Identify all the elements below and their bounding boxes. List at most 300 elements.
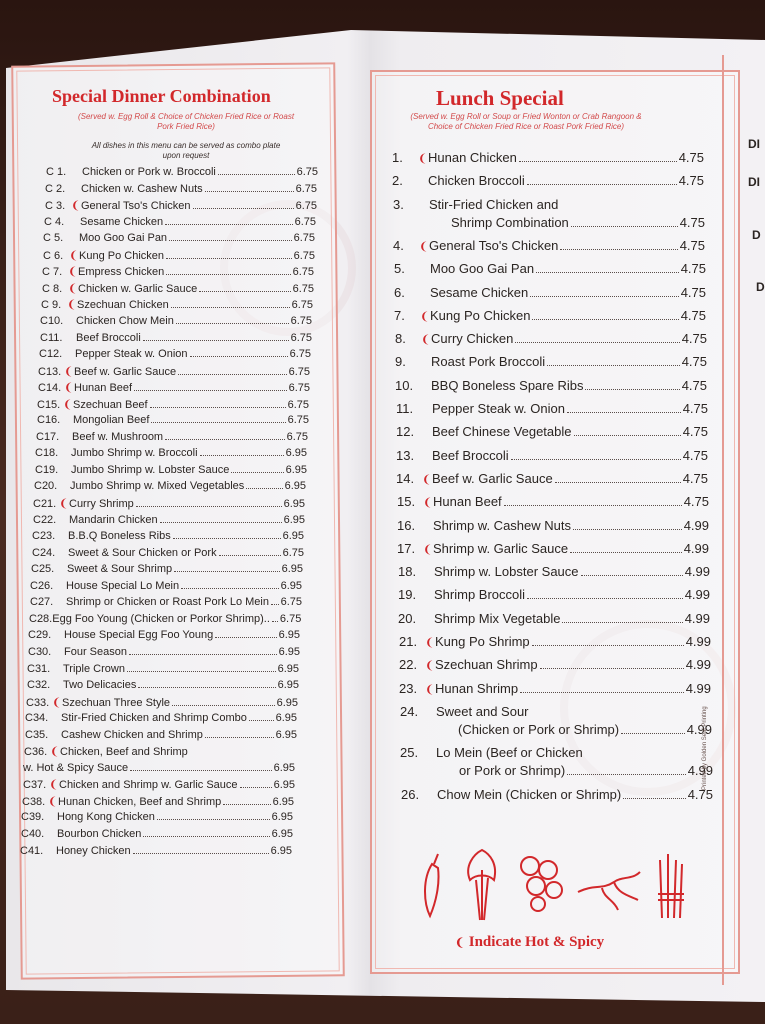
- leader-dots: [536, 272, 679, 273]
- menu-item-name: Szechuan Beef: [73, 398, 148, 411]
- menu-item: [396, 401, 708, 416]
- menu-item-name: Shrimp w. Garlic Sauce: [433, 540, 569, 556]
- menu-item-price: 6.75: [293, 232, 315, 245]
- menu-item-price: 6.75: [289, 348, 311, 361]
- menu-item-number: 24.: [400, 703, 419, 719]
- menu-item-price: 4.99: [687, 763, 713, 779]
- menu-item-name: Moo Goo Gai Pan: [430, 261, 535, 277]
- leader-dots: [143, 836, 269, 837]
- menu-item: [38, 381, 310, 394]
- menu-item: [395, 378, 707, 393]
- leader-dots: [567, 774, 685, 775]
- menu-item: [39, 348, 311, 360]
- leader-dots: [150, 407, 286, 408]
- menu-item-price: 6.75: [294, 215, 316, 228]
- menu-item-name: Shrimp w. Cashew Nuts: [433, 517, 571, 533]
- leader-dots: [129, 654, 277, 655]
- leader-dots: [560, 249, 677, 250]
- menu-item-name: Egg Foo Young (Chicken or Porkor Shrimp)..: [52, 612, 270, 625]
- menu-item-name: Shrimp w. Lobster Sauce: [434, 564, 579, 580]
- menu-item-number: 1.: [392, 150, 403, 165]
- leader-dots: [133, 853, 269, 854]
- menu-item-name: BBQ Boneless Spare Ribs: [431, 377, 584, 393]
- menu-item-price: 6.95: [271, 811, 293, 824]
- menu-item-number: C23.: [32, 530, 56, 543]
- lunch-special-title: Lunch Special: [436, 86, 564, 110]
- leader-dots: [249, 720, 274, 721]
- leader-dots: [138, 687, 275, 688]
- menu-item-price: 6.75: [290, 314, 312, 327]
- leader-dots: [134, 390, 286, 391]
- menu-item-number: C15.: [37, 398, 61, 411]
- menu-item-price: 6.75: [296, 166, 318, 178]
- leader-dots: [193, 208, 294, 209]
- menu-item-name: Two Delicacies: [63, 679, 137, 692]
- menu-item-price: 6.75: [290, 331, 312, 344]
- menu-item: [396, 448, 708, 463]
- leader-dots: [271, 604, 279, 605]
- menu-item-number: C26.: [30, 579, 54, 592]
- menu-item-number: 16.: [397, 517, 416, 533]
- menu-item: [45, 199, 317, 212]
- menu-item-price: 4.75: [679, 214, 705, 230]
- edge-label: DI: [748, 137, 760, 151]
- menu-item-name: Chicken, Beef and Shrimp: [60, 746, 188, 759]
- menu-item-price: 6.75: [282, 546, 304, 559]
- leader-dots: [574, 435, 681, 436]
- chili-icon: ❨: [52, 696, 62, 709]
- leader-dots: [219, 555, 281, 556]
- menu-item: [398, 587, 710, 602]
- menu-item-number: 14.: [396, 470, 415, 486]
- menu-item-name: Lo Mein (Beef or Chicken: [436, 745, 583, 761]
- menu-item: [35, 464, 307, 476]
- chili-icon: ❨: [49, 779, 59, 792]
- menu-item-price: 4.99: [684, 564, 710, 580]
- menu-item-continued: [458, 722, 712, 737]
- menu-item-name: Kung Po Shrimp: [435, 634, 530, 649]
- chili-icon: ❨: [64, 382, 74, 395]
- menu-item: [34, 480, 306, 492]
- menu-item-price: 6.95: [283, 513, 305, 526]
- edge-label: DI: [748, 175, 760, 189]
- chili-icon: ❨: [59, 498, 69, 510]
- menu-item-number: 26.: [401, 786, 420, 802]
- menu-item-number: C 4.: [44, 215, 65, 228]
- menu-item-price: 4.99: [685, 657, 711, 673]
- menu-item-price: 4.99: [684, 610, 710, 626]
- menu-item-name: Stir-Fried Chicken and Shrimp Combo: [61, 712, 247, 725]
- menu-item-name: Sweet & Sour Shrimp: [67, 563, 173, 576]
- leader-dots: [585, 389, 679, 390]
- leader-dots: [176, 323, 289, 324]
- menu-item-name: Jumbo Shrimp w. Broccoli: [71, 447, 198, 460]
- menu-item-price: 6.75: [286, 430, 308, 443]
- menu-item-name: Cashew Chicken and Shrimp: [61, 728, 203, 741]
- menu-item-name: Hunan Chicken, Beef and Shrimp: [58, 795, 222, 808]
- chili-icon: ❨: [67, 299, 77, 312]
- menu-item-name: Sesame Chicken: [430, 284, 529, 300]
- menu-item: [37, 398, 309, 411]
- leader-dots: [520, 692, 684, 693]
- menu-item-name: Kung Po Chicken: [79, 249, 164, 262]
- menu-item-name: Chicken Broccoli: [428, 173, 525, 189]
- menu-item-name: General Tso's Chicken: [429, 237, 559, 253]
- menu-item: [42, 282, 314, 295]
- menu-item: [397, 518, 709, 533]
- menu-item-price: 4.75: [682, 424, 708, 440]
- menu-item-name: Hunan Beef: [433, 494, 502, 510]
- menu-item-number: 9.: [395, 354, 406, 370]
- menu-item-number: C37.: [23, 779, 47, 792]
- menu-item-number: 17.: [397, 540, 416, 556]
- menu-item-price: 4.75: [681, 354, 707, 370]
- printer-credit: Printed by Golden Seal Printing: [702, 706, 708, 790]
- menu-item-price: 6.95: [285, 447, 307, 460]
- chili-icon: ❨: [63, 398, 73, 411]
- menu-item-price: 6.75: [291, 299, 313, 312]
- menu-item-continued: [23, 762, 295, 774]
- menu-item: [45, 183, 317, 195]
- leader-dots: [581, 575, 683, 576]
- menu-item-continued: [459, 763, 713, 778]
- menu-item: [400, 745, 712, 760]
- chili-icon: ❨: [71, 200, 81, 213]
- menu-item-number: C27.: [30, 596, 54, 609]
- menu-item: [37, 414, 309, 426]
- menu-item-price: 6.75: [295, 200, 317, 213]
- leader-dots: [173, 538, 281, 539]
- menu-item-name: Hunan Beef: [74, 382, 133, 395]
- leader-dots: [157, 819, 270, 820]
- leader-dots: [166, 274, 290, 275]
- menu-item-name: Sesame Chicken: [80, 215, 164, 228]
- menu-item: [46, 166, 318, 178]
- leader-dots: [174, 571, 279, 572]
- menu-item-number: 19.: [398, 587, 417, 603]
- menu-item-number: C10.: [40, 314, 64, 327]
- menu-item-name: Curry Shrimp: [69, 498, 134, 510]
- menu-item-name: Hunan Shrimp: [435, 680, 519, 696]
- edge-label: D: [752, 228, 761, 242]
- leader-dots: [246, 488, 282, 489]
- combo-plate-note: All dishes in this menu can be served as combo plate upon request: [91, 141, 281, 160]
- menu-item: [20, 845, 292, 857]
- menu-item: [25, 712, 297, 724]
- menu-item-number: 3.: [393, 196, 404, 212]
- menu-item-price: 6.95: [270, 844, 292, 857]
- chili-icon: ❨: [425, 637, 435, 649]
- leader-dots: [166, 258, 292, 259]
- menu-item-name: Chicken and Shrimp w. Garlic Sauce: [59, 779, 238, 792]
- menu-item: [393, 238, 705, 253]
- menu-item-name-continued: (Chicken or Pork or Shrimp): [458, 721, 620, 737]
- legend-text: Indicate Hot & Spicy: [468, 934, 605, 950]
- menu-item-name-continued: Shrimp Combination: [451, 214, 569, 230]
- leader-dots: [143, 340, 289, 341]
- leader-dots: [178, 374, 286, 375]
- leader-dots: [136, 506, 282, 507]
- menu-item: [42, 265, 314, 278]
- menu-item-number: C16.: [37, 414, 61, 427]
- menu-item-price: 4.99: [685, 634, 711, 649]
- menu-item-number: 21.: [399, 634, 418, 649]
- menu-item-name: Beef Broccoli: [432, 447, 509, 463]
- menu-item-name: Hong Kong Chicken: [57, 811, 155, 824]
- menu-item-price: 6.75: [287, 414, 309, 427]
- menu-item-continued: [451, 215, 705, 230]
- menu-item-number: 22.: [399, 657, 418, 673]
- menu-item: [30, 596, 302, 608]
- menu-item-name: Chicken or Pork w. Broccoli: [82, 166, 216, 178]
- menu-item-number: C36.: [24, 746, 48, 759]
- chili-icon: ❨: [425, 683, 435, 696]
- leader-dots: [240, 787, 272, 788]
- leader-dots: [511, 459, 681, 460]
- menu-item-price: 6.95: [271, 828, 293, 840]
- menu-item: [401, 787, 713, 802]
- menu-item-number: 12.: [396, 424, 415, 440]
- menu-item-price: 4.75: [683, 494, 709, 510]
- leader-dots: [190, 356, 288, 357]
- menu-item: [32, 530, 304, 542]
- menu-item-number: C38.: [22, 795, 46, 808]
- menu-item: [31, 563, 303, 575]
- menu-item-number: C13.: [38, 365, 62, 378]
- menu-item-number: C 3.: [45, 200, 66, 213]
- menu-item-number: C24.: [32, 546, 56, 559]
- menu-item-name: Bourbon Chicken: [57, 828, 142, 840]
- leader-dots: [165, 439, 284, 440]
- menu-item-price: 4.75: [681, 331, 707, 347]
- menu-item-name: Mongolian Beef: [73, 414, 150, 427]
- menu-item-number: C 1.: [46, 166, 67, 178]
- menu-item-price: 4.75: [687, 786, 713, 802]
- menu-item-name: Pepper Steak w. Onion: [75, 348, 188, 361]
- menu-item: [28, 629, 300, 641]
- menu-item-number: C39.: [21, 811, 45, 824]
- leader-dots: [172, 705, 275, 706]
- menu-item-price: 6.95: [284, 480, 306, 493]
- menu-item-price: 4.75: [681, 377, 707, 393]
- menu-item: [33, 514, 305, 526]
- menu-item: [399, 657, 711, 672]
- hot-spicy-legend: [455, 934, 604, 951]
- dinner-combination-title: Special Dinner Combination: [52, 86, 271, 106]
- menu-item-price: 6.95: [276, 696, 298, 709]
- leader-dots: [504, 505, 682, 506]
- menu-item-name: Jumbo Shrimp w. Lobster Sauce: [71, 463, 230, 476]
- menu-item-number: C14.: [38, 382, 62, 395]
- leader-dots: [519, 161, 677, 162]
- menu-item-number: C19.: [35, 463, 59, 476]
- menu-item: [397, 541, 709, 556]
- menu-item-name: Empress Chicken: [78, 266, 165, 279]
- chili-icon: ❨: [422, 473, 432, 486]
- menu-item-name: Four Season: [64, 645, 127, 658]
- menu-item-price: 4.75: [678, 150, 704, 165]
- menu-item-price: 4.75: [682, 401, 708, 416]
- menu-item-number: C41.: [20, 844, 44, 857]
- leader-dots: [215, 637, 276, 638]
- menu-item-price: 6.95: [280, 579, 302, 592]
- menu-item-price: 6.95: [273, 761, 295, 774]
- menu-item-number: 13.: [396, 447, 415, 463]
- menu-item-number: C33.: [26, 696, 50, 709]
- menu-item-name: Chicken w. Garlic Sauce: [78, 282, 198, 295]
- menu-item-name: Kung Po Chicken: [430, 307, 531, 323]
- leader-dots: [527, 598, 683, 599]
- menu-item-name: Pepper Steak w. Onion: [432, 401, 565, 416]
- leader-dots: [127, 671, 276, 672]
- menu-item-number: 4.: [393, 237, 404, 253]
- chili-pepper-icon: [425, 864, 439, 916]
- menu-item-price: 6.95: [277, 662, 299, 675]
- chili-icon: ❨: [425, 660, 435, 673]
- leader-dots: [555, 482, 681, 483]
- menu-item-number: C18.: [35, 447, 59, 460]
- menu-item-name: Beef w. Garlic Sauce: [74, 365, 177, 378]
- menu-item-number: C22.: [33, 513, 57, 526]
- asparagus-icon: [658, 854, 684, 918]
- leader-dots: [160, 522, 282, 523]
- chili-icon: ❨: [423, 497, 433, 510]
- menu-item-name: Jumbo Shrimp w. Mixed Vegetables: [70, 480, 245, 493]
- chili-icon: ❨: [68, 266, 78, 279]
- leader-dots: [570, 552, 682, 553]
- menu-item: [393, 197, 705, 212]
- menu-item-name: Stir-Fried Chicken and: [429, 196, 559, 212]
- menu-item-name-continued: or Pork or Shrimp): [459, 763, 566, 779]
- menu-item-number: C30.: [28, 645, 52, 658]
- menu-item: [400, 704, 712, 719]
- menu-item-price: 6.95: [282, 530, 304, 543]
- leader-dots: [567, 412, 681, 413]
- menu-item-number: C 7.: [42, 266, 63, 279]
- menu-item-name: Shrimp Mix Vegetable: [434, 610, 561, 626]
- chili-icon: ❨: [420, 310, 430, 323]
- menu-item-price: 6.75: [287, 398, 309, 411]
- menu-item: [392, 150, 704, 165]
- menu-item-number: C32.: [27, 679, 51, 692]
- menu-item-name: Hunan Chicken: [428, 150, 517, 165]
- menu-item: [395, 331, 707, 346]
- menu-item: [41, 298, 313, 311]
- menu-item-price: 4.75: [680, 261, 706, 277]
- menu-item: [23, 778, 295, 791]
- leader-dots: [223, 804, 270, 805]
- menu-item: [26, 696, 298, 709]
- menu-item-number: 2.: [392, 173, 403, 189]
- menu-item-number: C 9.: [41, 299, 62, 312]
- leader-dots: [571, 226, 678, 227]
- menu-item: [29, 613, 301, 625]
- leader-dots: [200, 455, 284, 456]
- chili-icon: ❨: [50, 746, 60, 759]
- menu-item-number: C28.: [29, 612, 53, 625]
- menu-item-number: C12.: [39, 348, 63, 361]
- menu-item-price: 6.95: [278, 645, 300, 658]
- menu-item-price: 6.95: [285, 463, 307, 476]
- next-page-edge: [722, 55, 765, 985]
- menu-item-number: C 2.: [45, 182, 66, 195]
- ginger-root-icon: [578, 872, 640, 910]
- menu-item: [399, 634, 711, 649]
- menu-item-number: 20.: [398, 610, 417, 626]
- leader-dots: [218, 174, 295, 175]
- menu-item-name: Shrimp Broccoli: [434, 587, 526, 603]
- menu-item: [399, 681, 711, 696]
- menu-item-number: C11.: [40, 331, 63, 344]
- menu-item: [396, 471, 708, 486]
- menu-item-price: 6.75: [279, 612, 302, 625]
- menu-item-price: 4.99: [683, 517, 709, 533]
- menu-item-number: 7.: [394, 307, 405, 323]
- leader-dots: [547, 365, 680, 366]
- leader-dots: [272, 621, 278, 622]
- menu-item-price: 4.99: [686, 721, 712, 737]
- menu-item-number: C17.: [36, 430, 60, 443]
- chili-icon: ❨: [64, 365, 74, 378]
- menu-item-number: 23.: [399, 680, 418, 696]
- menu-item-price: 6.95: [283, 498, 305, 510]
- menu-item-number: C 6.: [43, 249, 64, 262]
- leader-dots: [623, 798, 685, 799]
- menu-item-price: 4.75: [682, 470, 708, 486]
- menu-item-number: C 8.: [42, 282, 63, 295]
- menu-item-number: 11.: [396, 401, 414, 416]
- menu-item: [43, 232, 315, 244]
- menu-item-price: 6.75: [295, 182, 317, 195]
- menu-item-price: 6.95: [273, 779, 295, 792]
- menu-item-name: Szechuan Shrimp: [435, 657, 538, 673]
- menu-item-name: Beef Broccoli: [76, 331, 141, 344]
- leader-dots: [205, 191, 294, 192]
- menu-item: [395, 354, 707, 369]
- menu-item-number: C40.: [21, 828, 45, 840]
- menu-item-name: Mandarin Chicken: [69, 513, 158, 526]
- menu-item: [32, 547, 304, 559]
- menu-item: [394, 308, 706, 323]
- leader-dots: [181, 588, 278, 589]
- menu-item: [28, 646, 300, 658]
- menu-item-price: 4.75: [680, 284, 706, 300]
- menu-item: [392, 173, 704, 188]
- menu-item-number: C35.: [25, 728, 49, 741]
- chili-icon: ❨: [421, 334, 431, 347]
- menu-item-price: 6.95: [277, 679, 299, 692]
- menu-item: [394, 285, 706, 300]
- leader-dots: [199, 291, 290, 292]
- menu-item: [25, 729, 297, 741]
- menu-item-name: Chicken Chow Mein: [76, 314, 174, 327]
- menu-item: [22, 795, 294, 808]
- menu-item-name: Chow Mein (Chicken or Shrimp): [437, 786, 622, 802]
- dinner-combination-subtitle: (Served w. Egg Roll & Choice of Chicken Fried Rice or Roast Pork Fried Rice): [77, 112, 295, 131]
- menu-item-price: 4.75: [678, 173, 704, 189]
- menu-item: [27, 679, 299, 691]
- menu-item: [38, 365, 310, 378]
- leader-dots: [621, 733, 685, 734]
- menu-item-number: 18.: [398, 564, 417, 580]
- leader-dots: [540, 668, 684, 669]
- menu-item: [36, 431, 308, 443]
- menu-item-name: Chicken w. Cashew Nuts: [81, 182, 203, 195]
- menu-item: [21, 828, 293, 840]
- menu-item-price: 6.95: [278, 629, 300, 642]
- leader-dots: [151, 422, 285, 423]
- leader-dots: [205, 737, 274, 738]
